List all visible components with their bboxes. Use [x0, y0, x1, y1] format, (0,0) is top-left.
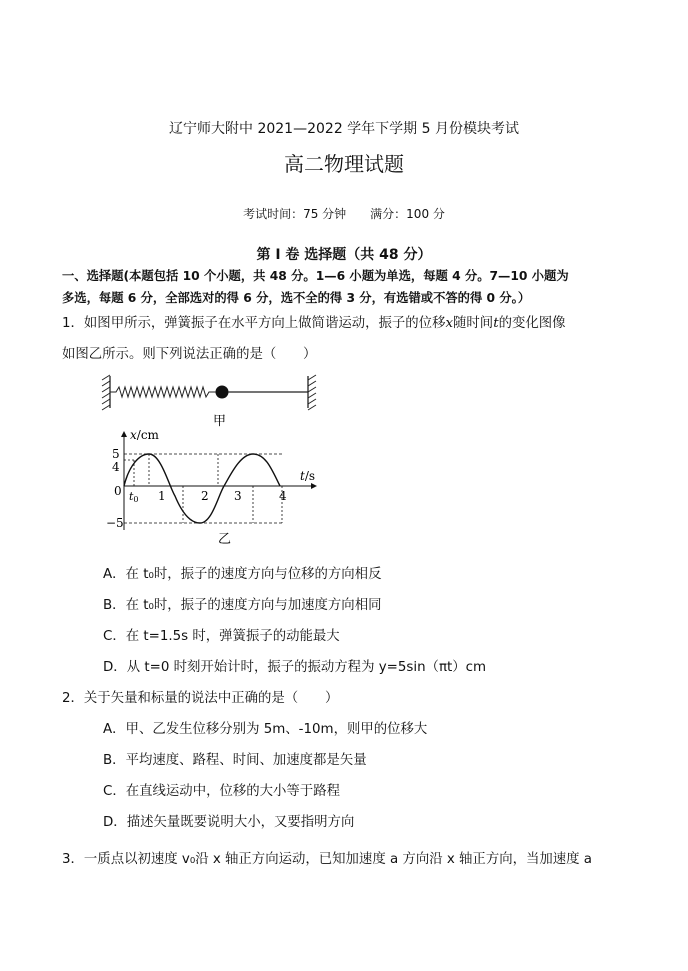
q2-option-a[interactable]: A．甲、乙发生位移分别为 5m、-10m，则甲的位移大	[103, 722, 428, 737]
figure-label-yi: 乙	[218, 532, 232, 547]
exam-title: 高二物理试题	[284, 152, 404, 176]
exam-info	[0, 205, 688, 222]
q1-stem-line2: 如图乙所示。则下列说法正确的是（ ）	[62, 347, 317, 362]
q1-stem-part: 的变化图像	[498, 316, 566, 331]
q2-stem: 2．关于矢量和标量的说法中正确的是（ ）	[62, 691, 339, 706]
q1-var-x: x	[445, 316, 454, 331]
exam-time: 考试时间：75 分钟	[243, 207, 347, 221]
q1-option-d[interactable]: D．从 t=0 时刻开始计时，振子的振动方程为 y=5sin（πt）cm	[103, 660, 487, 675]
tick-y-4: 4	[112, 460, 120, 474]
oscillator-ball	[216, 386, 229, 399]
tick-t-2: 2	[201, 489, 209, 503]
tick-y-neg5: −5	[106, 516, 124, 530]
q1-stem-part: 1．如图甲所示，弹簧振子在水平方向上做简谐运动，振子的位移	[62, 316, 446, 331]
q1-option-a[interactable]: A．在 t₀时，振子的速度方向与位移的方向相反	[103, 567, 382, 582]
q2-option-d[interactable]: D．描述矢量既要说明大小，又要指明方向	[103, 815, 355, 830]
q1-option-c[interactable]: C．在 t=1.5s 时，弹簧振子的动能最大	[103, 629, 340, 644]
tick-t-1: 1	[158, 489, 166, 503]
displacement-time-graph	[100, 424, 330, 548]
tick-t-4: 4	[279, 489, 287, 503]
right-wall	[308, 375, 316, 410]
q1-stem-part: 随时间	[453, 316, 494, 331]
q3-stem: 3．一质点以初速度 v₀沿 x 轴正方向运动，已知加速度 a 方向沿 x 轴正方向，当加速度 a	[62, 852, 593, 867]
figure-label-jia: 甲	[213, 414, 227, 429]
section-instructions-line2: 多选，每题 6 分，全部选对的得 6 分，选不全的得 3 分，有选错或不答的得 0 分。）	[62, 291, 531, 305]
section-instructions-line1: 一、选择题(本题包括 10 个小题，共 48 分。1—6 小题为单选，每题 4 分。7—10 小题为	[62, 269, 569, 283]
tick-origin: 0	[114, 484, 122, 498]
tick-t-3: 3	[234, 489, 242, 503]
tick-y-5: 5	[112, 447, 120, 461]
exam-school-heading: 辽宁师大附中 2021—2022 学年下学期 5 月份模块考试	[169, 121, 519, 137]
section-title: 第 Ⅰ 卷 选择题（共 48 分）	[256, 247, 432, 263]
x-axis-label: t/s	[300, 469, 316, 483]
y-axis-label: x/cm	[130, 428, 159, 442]
spring-oscillator-figure	[100, 374, 325, 430]
q2-option-b[interactable]: B．平均速度、路程、时间、加速度都是矢量	[103, 753, 367, 768]
q2-option-c[interactable]: C．在直线运动中，位移的大小等于路程	[103, 784, 340, 799]
q1-var-t: t	[493, 316, 499, 331]
q1-stem-line1	[62, 312, 566, 331]
exam-score: 满分：100 分	[370, 207, 445, 221]
left-wall	[102, 375, 110, 410]
q1-option-b[interactable]: B．在 t₀时，振子的速度方向与加速度方向相同	[103, 598, 382, 613]
spring	[110, 387, 216, 397]
tick-t0: t0	[129, 490, 139, 504]
